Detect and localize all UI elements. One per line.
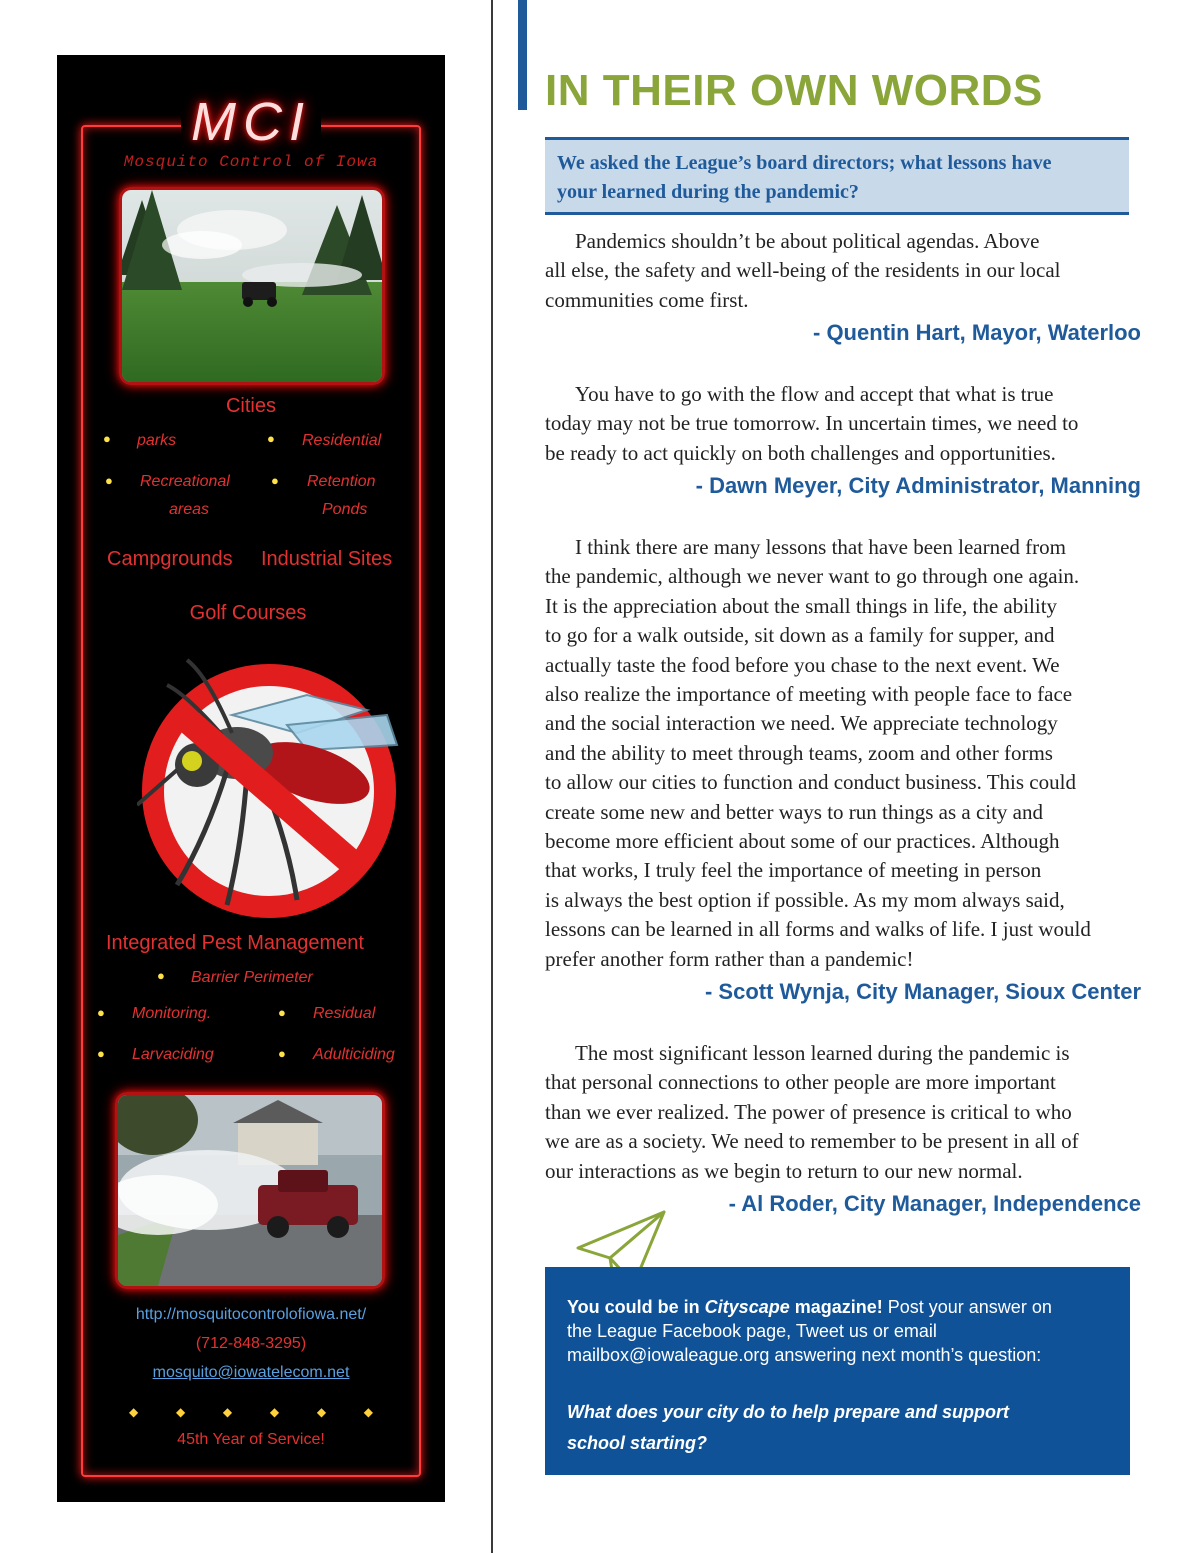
quote-hart (545, 227, 1145, 315)
cta-magazine-name: Cityscape (704, 1297, 790, 1317)
cta-line-2: the League Facebook page, Tweet us or email (567, 1321, 937, 1341)
ad-website-link[interactable]: http://mosquitocontrolofiowa.net/ (135, 1306, 367, 1323)
ipm-heading: Integrated Pest Management (106, 932, 364, 954)
quote-line: than we ever realized. The power of presence is critical to who (545, 1099, 1072, 1124)
cities-item-residential: Residential (302, 432, 382, 449)
diamond-icon: ◆ (175, 1405, 186, 1419)
quote-line: to allow our cities to function and conduct business. This could (545, 770, 1076, 795)
mci-logo-subtitle: Mosquito Control of Iowa (123, 153, 379, 171)
quote-line: also realize the importance of meeting with people face to face (545, 682, 1073, 707)
ipm-item-adulticiding: Adulticiding (313, 1046, 395, 1063)
ipm-item-monitoring: Monitoring. (132, 1005, 212, 1022)
cta-lead-1: You could be in (567, 1297, 705, 1317)
quote-line: is always the best option if possible. As my mom always said, (545, 887, 1065, 912)
cities-item-recreational: Recreational (140, 473, 230, 490)
attribution-roder: - Al Roder, City Manager, Independence (728, 1191, 1141, 1216)
ad-email-link[interactable]: mosquito@iowatelecom.net (152, 1364, 350, 1381)
no-mosquito-icon (137, 655, 401, 925)
next-question-line: What does your city do to help prepare and support (567, 1402, 1010, 1422)
bullet-dot: ● (157, 968, 165, 983)
quote-line: all else, the safety and well-being of the residents in our local (545, 258, 1061, 283)
quote-line: and the social interaction we need. We appreciate technology (545, 711, 1058, 736)
diamond-icon: ◆ (316, 1405, 327, 1419)
quote-line: that works, I truly feel the importance of meeting in person (545, 858, 1042, 883)
bullet-dot: ● (97, 1005, 105, 1020)
bullet-dot: ● (271, 473, 279, 488)
cta-rest: Post your answer on (882, 1297, 1052, 1317)
quote-line: be ready to act quickly on both challenges and opportunities. (545, 440, 1056, 465)
quote-meyer (545, 380, 1145, 468)
quote-line: we are as a society. We need to remember to be present in all of (545, 1129, 1079, 1154)
cities-item-areas: areas (169, 501, 210, 518)
ipm-item-residual: Residual (313, 1005, 376, 1022)
quote-line: Pandemics shouldn’t be about political agendas. Above (575, 229, 1040, 253)
quote-line: the pandemic, although we never want to go through one again. (545, 564, 1080, 589)
cities-item-ponds: Ponds (322, 501, 368, 518)
cities-item-parks: parks (137, 432, 177, 449)
attribution-meyer: - Dawn Meyer, City Administrator, Manning (695, 473, 1141, 498)
title-accent-bar (518, 0, 527, 110)
mci-advertisement (57, 55, 445, 1502)
attribution-hart: - Quentin Hart, Mayor, Waterloo (813, 320, 1141, 345)
question-line: your learned during the pandemic? (557, 181, 859, 203)
quote-line: I think there are many lessons that have been learned from (575, 535, 1066, 559)
quote-line: become more efficient about some of our practices. Although (545, 829, 1060, 854)
next-question-line: school starting? (567, 1433, 708, 1453)
cta-line-3: mailbox@iowaleague.org answering next month’s question: (567, 1345, 1042, 1365)
quote-line: lessons can be learned in all forms and walks of life. I just would (545, 917, 1091, 942)
bullet-dot: ● (278, 1005, 286, 1020)
ad-phone: (712-848-3295) (195, 1335, 307, 1352)
quote-line: communities come first. (545, 287, 749, 312)
quote-line: and the ability to meet through teams, zoom and other forms (545, 740, 1053, 765)
quote-line: our interactions as we begin to return to our new normal. (545, 1158, 1023, 1183)
page-title: IN THEIR OWN WORDS (545, 66, 1043, 115)
next-question (567, 1397, 1108, 1459)
quote-line: You have to go with the flow and accept that what is true (575, 382, 1054, 406)
mci-logo: MCI (57, 91, 445, 153)
quote-line: create some new and better ways to run things as a city and (545, 799, 1044, 824)
bullet-dot: ● (105, 473, 113, 488)
quote-line: prefer another form rather than a pandemic! (545, 946, 914, 971)
diamond-icon: ◆ (129, 1405, 139, 1419)
quote-line: actually taste the food before you chase to the next event. We (545, 652, 1060, 677)
quote-line: that personal connections to other people are more important (545, 1070, 1056, 1095)
golf-courses-label: Golf Courses (189, 602, 307, 624)
campgrounds-label: Campgrounds (107, 548, 233, 570)
bullet-dot: ● (278, 1046, 286, 1061)
diamond-icon: ◆ (363, 1405, 373, 1419)
quote-roder (545, 1039, 1145, 1186)
fogging-truck-photo (115, 1092, 385, 1289)
ipm-item-larvaciding: Larvaciding (132, 1046, 214, 1063)
cta-line-1 (567, 1295, 1108, 1319)
question-line: We asked the League’s board directors; what lessons have (557, 152, 1052, 174)
quote-line: It is the appreciation about the small things in life, the ability (545, 593, 1058, 618)
quote-line: today may not be true tomorrow. In uncertain times, we need to (545, 411, 1079, 436)
bullet-dot: ● (97, 1046, 105, 1061)
ipm-item-barrier: Barrier Perimeter (191, 969, 313, 986)
bullet-dot: ● (267, 431, 275, 446)
cta-lead-2: magazine! (789, 1297, 883, 1317)
attribution-wynja: - Scott Wynja, City Manager, Sioux Center (704, 979, 1141, 1004)
cities-heading: Cities (225, 395, 276, 417)
ad-footer-tagline: 45th Year of Service! (177, 1431, 325, 1448)
quote-line: to go for a walk outside, sit down as a family for supper, and (545, 623, 1055, 648)
quote-line: The most significant lesson learned during the pandemic is (575, 1041, 1070, 1065)
column-divider (491, 0, 493, 1553)
diamond-icon: ◆ (222, 1405, 233, 1419)
diamond-divider (129, 1405, 373, 1420)
call-to-action-box (545, 1267, 1130, 1475)
industrial-sites-label: Industrial Sites (261, 548, 393, 570)
bullet-dot: ● (103, 431, 111, 446)
fogging-yard-photo (119, 187, 385, 385)
cities-item-retention: Retention (307, 473, 376, 490)
diamond-icon: ◆ (269, 1405, 280, 1419)
question-box (545, 137, 1129, 215)
quote-wynja (545, 533, 1145, 974)
